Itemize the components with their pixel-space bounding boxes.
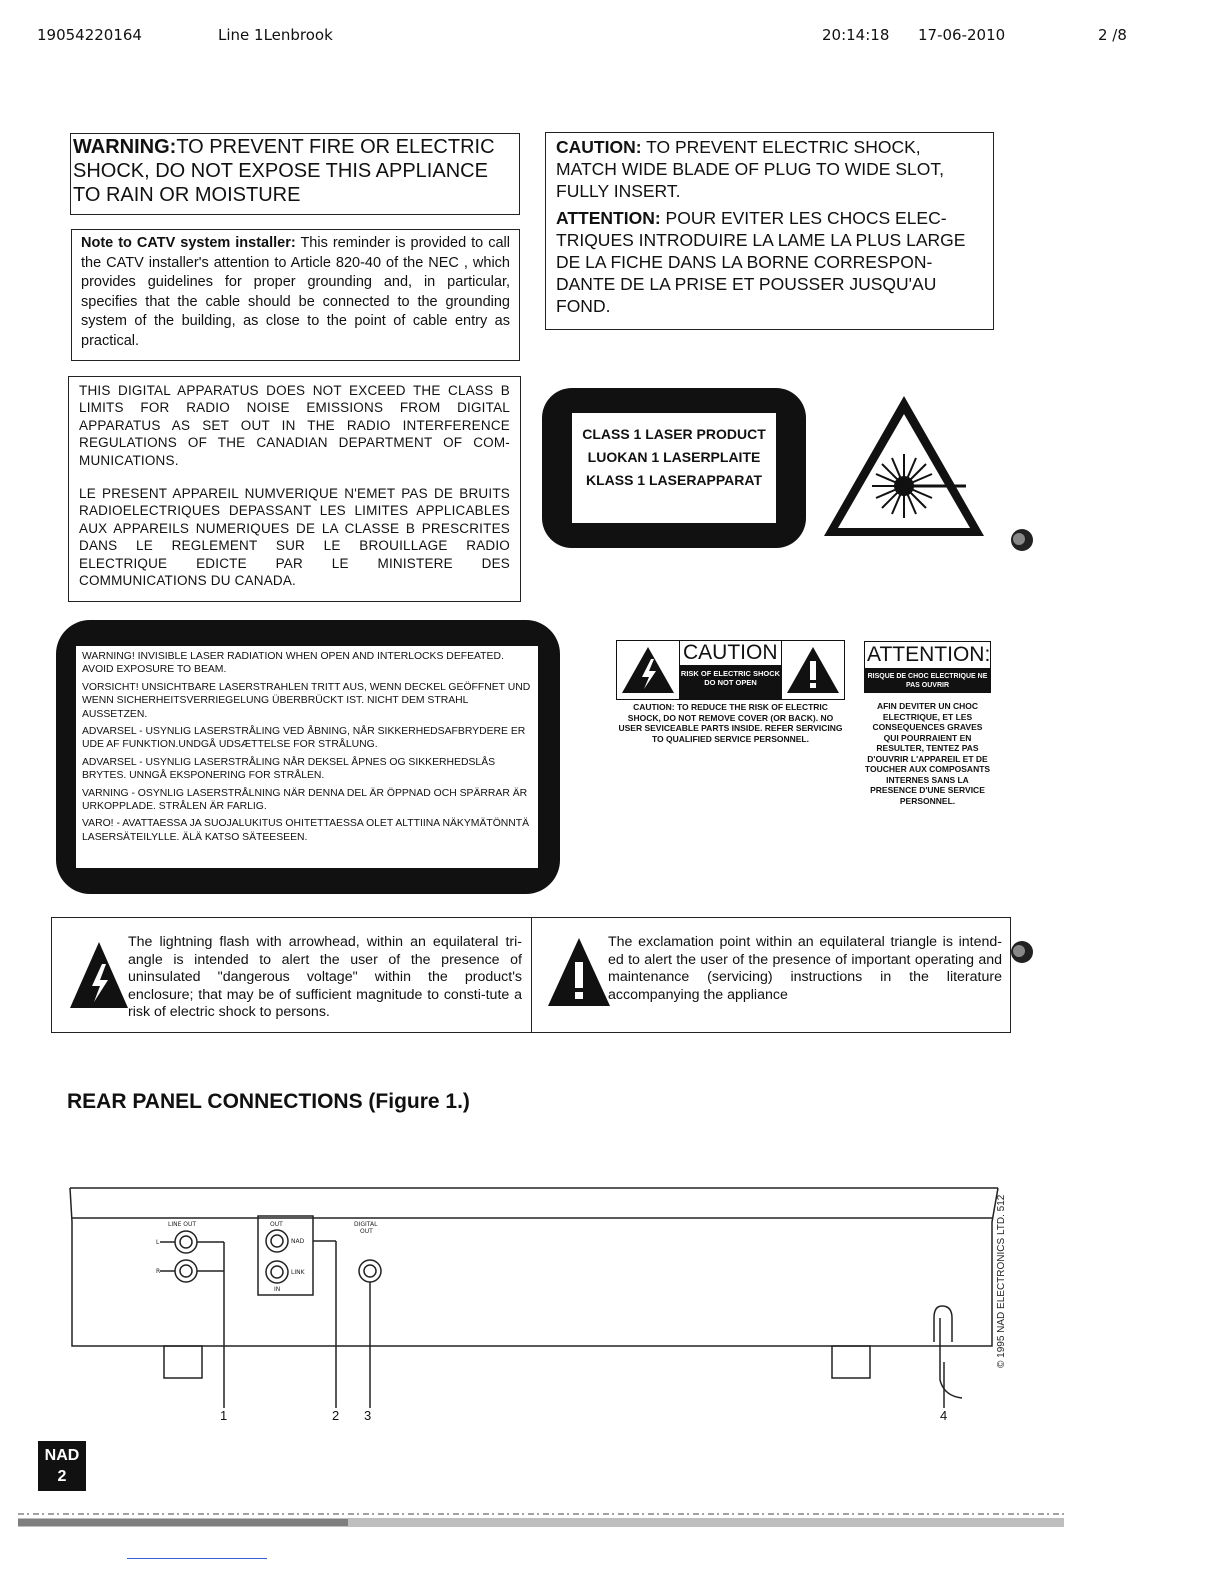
caution-symbol-bar: RISK OF ELECTRIC SHOCK DO NOT OPEN <box>679 665 782 699</box>
invisible-laser-da: ADVARSEL - USYNLIG LASERSTRÅLING VED ÅBNING, NÅR SIKKERHEDSAFBRYDERE ER UDE AF FUNKTION.UNDGÅ UDSÆTTELSE FOR STRÅLUNG. <box>82 726 526 751</box>
attention-symbol-title: ATTENTION: <box>864 641 991 669</box>
callout-1: 1 <box>220 1408 228 1422</box>
page-badge-brand: NAD <box>44 1447 80 1464</box>
fax-time: 20:14:18 <box>822 26 890 44</box>
caution-symbol-label <box>616 640 845 744</box>
copyright-vertical <box>982 1190 1012 1370</box>
catv-text: This reminder is provided to call the CATV installer's attention to Article 820-40 of the NEC , which provides guidelines for proper grounding and, in particular, specifies that the cable should be connected to the grounding system of the building, as close to the point of cable entry as practical. <box>81 235 510 349</box>
attention-plug-text: POUR EVITER LES CHOCS ELEC-TRIQUES INTRODUIRE LA LAME LA PLUS LARGE DE LA FICHE DANS LA BORNE CORRESPON-DANTE DE LA PRISE ET POUSSER JUSQU'AU FOND. <box>556 208 966 316</box>
caution-plug-label: CAUTION: <box>556 137 642 157</box>
warning-text: TO PREVENT FIRE OR ELECTRIC SHOCK, DO NOT EXPOSE THIS APPLIANCE TO RAIN OR MOISTURE <box>73 136 495 206</box>
copyright-text: © 1995 NAD ELECTRONICS LTD. 512 <box>996 1194 1007 1368</box>
punch-hole-mark <box>1008 938 1036 966</box>
symbol-explanations <box>51 917 1011 1033</box>
out-label: OUT <box>270 1221 283 1228</box>
exclamation-explanation <box>532 918 1010 1032</box>
canada-notice-fr: LE PRESENT APPAREIL NUMVERIQUE N'EMET PAS DE BRUITS RADIOELECTRIQUES DEPASSANT LES LIMITES APPLICABLES AUX APPAREILS NUMERIQUES DE LA CLASSE B PRESCRITES DANS LE REGLEMENT SUR LE BROUILLAGE RADIO ELECTRIQUE EDICTE PAR LE MINISTERE DES COMMUNICATIONS DU CANADA. <box>79 486 510 589</box>
page-badge <box>38 1441 86 1491</box>
invisible-laser-fi: VARO! - AVATTAESSA JA SUOJALUKITUS OHITETTAESSA OLET ALTTIINA NÄKYMÄTÖNNTÄ LASERSÄTEILYLLE. ÄLÄ KATSO SÄTEESEEN. <box>82 818 530 843</box>
lightning-explanation <box>52 918 532 1032</box>
invisible-laser-de: VORSICHT! UNSICHTBARE LASERSTRAHLEN TRITT AUS, WENN DECKEL GEÖFFNET UND WENN SICHERHEITSVERRIEGELUNG ÜBERBRÜCKT IST. NICHT DEM STRAHL AUSSETZEN. <box>82 681 531 720</box>
link-jack-label: LINK <box>291 1269 305 1276</box>
caution-symbol-title: CAUTION <box>679 641 782 665</box>
canada-notice <box>68 376 521 602</box>
fax-page: 2 /8 <box>1098 26 1127 44</box>
warning-box <box>70 133 520 215</box>
laser-label-line2: LUOKAN 1 LASERPLAITE <box>587 449 761 465</box>
laser-hazard-icon <box>820 392 988 542</box>
left-channel-label: L <box>156 1239 160 1246</box>
attention-plug-label: ATTENTION: <box>556 208 661 228</box>
page-badge-number: 2 <box>57 1468 67 1485</box>
invisible-laser-warning <box>56 620 560 894</box>
catv-label: Note to CATV system installer: <box>81 235 296 251</box>
caution-plug-text: TO PREVENT ELECTRIC SHOCK, MATCH WIDE BLADE OF PLUG TO WIDE SLOT, FULLY INSERT. <box>556 137 944 201</box>
canada-notice-en: THIS DIGITAL APPARATUS DOES NOT EXCEED THE CLASS B LIMITS FOR RADIO NOISE EMISSIONS FROM DIGITAL APPARATUS AS SET OUT IN THE RADIO INTERFERENCE REGULATIONS OF THE CANADIAN DEPARTMENT OF COM-MUNICATIONS. <box>79 383 510 468</box>
fax-line: Line 1Lenbrook <box>218 26 333 44</box>
invisible-laser-no: ADVARSEL - USYNLIG LASERSTRÅLING NÅR DEKSEL ÅPNES OG SIKKERHEDSLÅS BRYTES. UNNGÅ EKSPONERING FOR STRÅLEN. <box>82 756 496 782</box>
underline-mark <box>127 1558 267 1559</box>
rear-panel-diagram <box>60 1182 1060 1422</box>
scan-strip <box>18 1512 1064 1530</box>
attention-symbol-bar: RISQUE DE CHOC ELECTRIQUE NE PAS OUVRIR <box>864 669 991 693</box>
nad-jack-label: NAD <box>291 1238 305 1245</box>
fax-date: 17-06-2010 <box>918 26 1006 44</box>
callout-4: 4 <box>940 1408 948 1422</box>
exclamation-icon <box>546 936 612 1008</box>
invisible-laser-en: WARNING! INVISIBLE LASER RADIATION WHEN OPEN AND INTERLOCKS DEFEATED. AVOID EXPOSURE TO BEAM. <box>82 651 504 676</box>
rear-panel-title: REAR PANEL CONNECTIONS (Figure 1.) <box>67 1090 470 1113</box>
attention-symbol-text: AFIN DEVITER UN CHOC ELECTRIQUE, ET LES CONSEQUENCES GRAVES QUI POURRAIENT EN RESULTER, TENTEZ PAS D'OUVRIR L'APPAREIL ET DE TOUCHER AUX COMPOSANTS INTERNES SANS LA PRESENCE D'UNE SERVICE PERSONNEL. <box>864 701 991 806</box>
callout-2: 2 <box>332 1408 340 1422</box>
punch-hole-mark <box>1008 526 1036 554</box>
digital-label: DIGITAL <box>354 1221 378 1228</box>
exclamation-icon <box>785 645 841 695</box>
laser-label-line3: KLASS 1 LASERAPPARAT <box>585 472 763 488</box>
class1-laser-label <box>542 388 806 548</box>
fax-number: 19054220164 <box>37 26 142 44</box>
right-channel-label: R <box>156 1268 161 1275</box>
caution-plug-box <box>545 132 994 330</box>
lightning-icon <box>620 645 676 695</box>
warning-label: WARNING: <box>73 136 177 158</box>
in-label: IN <box>274 1286 281 1293</box>
caution-symbol-text: CAUTION: TO REDUCE THE RISK OF ELECTRIC SHOCK, DO NOT REMOVE COVER (OR BACK). NO USER SEVICEABLE PARTS INSIDE. REFER SERVICING TO QUALIFIED SERVICE PERSONNEL. <box>618 702 843 744</box>
exclamation-explanation-text: The exclamation point within an equilateral triangle is intend-ed to alert the user of the presence of important operating and maintenance (servicing) instructions in the literature accompanying the appliance <box>608 934 1002 1003</box>
invisible-laser-sv: VARNING - OSYNLIG LASERSTRÅLNING NÄR DENNA DEL ÄR ÖPPNAD OCH SPÄRRAR ÄR URKOPPLADE. STRÅLEN ÄR FARLIG. <box>82 787 528 813</box>
line-out-label: LINE OUT <box>168 1221 197 1228</box>
attention-symbol-label <box>864 641 991 806</box>
catv-note <box>71 229 520 361</box>
digital-out-label: OUT <box>360 1228 373 1235</box>
callout-3: 3 <box>364 1408 372 1422</box>
laser-label-line1: CLASS 1 LASER PRODUCT <box>582 426 766 442</box>
lightning-explanation-text: The lightning flash with arrowhead, within an equilateral tri-angle is intended to alert the user of the presence of uninsulated "dangerous voltage" within the product's enclosure; that may be of sufficient magnitude to consti-tute a risk of electric shock to persons. <box>128 934 522 1020</box>
lightning-icon <box>68 940 130 1010</box>
